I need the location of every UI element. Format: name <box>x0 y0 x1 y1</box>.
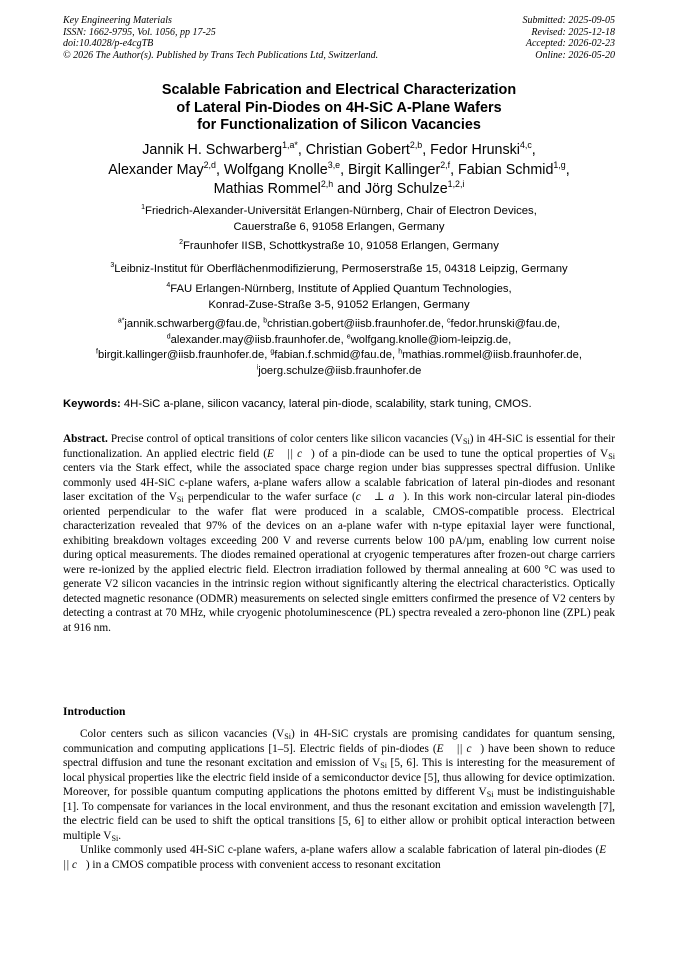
abstract-label: Abstract. <box>63 433 108 445</box>
affiliation-text: FAU Erlangen-Nürnberg, Institute of Applied Quantum Technologies, <box>170 283 512 295</box>
author-affil-sup: 1,2,i <box>447 179 465 190</box>
email-sup: e <box>346 332 351 340</box>
email-sup: d <box>166 332 171 340</box>
paragraph-text: must be indistinguishable [1]. To compensate for variances in the local environment, and thus the resonant excitation and emission wavelength [7], the electric field can be used to shift the optical transitions [5, 6] to either allow or prohibit optical interaction between multiple V <box>63 786 615 842</box>
affiliation-3 <box>63 262 615 278</box>
author-separator: , <box>340 161 349 178</box>
journal-doi: doi:10.4028/p-e4cgTB <box>63 38 154 49</box>
introduction-body <box>63 727 615 872</box>
author-name: Birgit Kallinger <box>348 161 441 178</box>
author-line <box>63 141 615 161</box>
author-name: Wolfgang Knolle <box>223 161 328 178</box>
author-separator: , <box>565 161 570 178</box>
paragraph-text: [5, 6]. This is interesting for the measurement of local physical properties like the electric field inside of a semiconductor device [5], thus allowing for device optimization. Moreover, for possible quantum computing applications the photons emitted by different V <box>63 757 615 798</box>
title-line: Scalable Fabrication and Electrical Characterization <box>161 82 517 98</box>
email-sup: i <box>256 363 259 371</box>
author-name: Fedor Hrunski <box>430 142 520 158</box>
author-name: Christian Gobert <box>305 142 410 158</box>
paragraph-text: ) in a CMOS compatible process with convenient access to resonant excitation <box>85 858 441 871</box>
email-line: $^d$alexander.may@iisb.fraunhofer.de, $^e$wolfgang.knolle@iom-leipzig.de, <box>166 332 512 346</box>
vector-notation: c⃗ ⊥ a⃗ <box>355 491 404 503</box>
email-sup: c <box>447 317 451 325</box>
vector-notation: E⃗ || c⃗ <box>63 844 615 871</box>
subscript: Si <box>176 495 184 505</box>
affiliation-sup: 4 <box>166 282 171 290</box>
paragraph-text: Unlike commonly used 4H-SiC c-plane wafers, a-plane wafers allow a scalable fabrication of lateral pin-diodes ( <box>80 844 600 856</box>
paragraph-text: Color centers such as silicon vacancies (V <box>80 728 285 740</box>
author-line <box>63 161 615 181</box>
email-address[interactable]: joerg.schulze@iisb.fraunhofer.de <box>258 364 422 377</box>
email-address[interactable]: christian.gobert@iisb.fraunhofer.de <box>267 318 441 330</box>
section-heading: Introduction <box>63 706 126 718</box>
author-line <box>63 180 615 200</box>
abstract-text: perpendicular to the wafer surface ( <box>183 491 356 503</box>
affiliation-2 <box>63 239 615 255</box>
affiliation-text: Cauerstraße 6, 91058 Erlangen, Germany <box>233 220 445 233</box>
email-line: $^f$birgit.kallinger@iisb.fraunhofer.de, $^g$fabian.f.schmid@fau.de, $^h$mathias.rommel@iisb.fraunhofer.de, <box>96 348 582 361</box>
email-address[interactable]: alexander.may@iisb.fraunhofer.de <box>170 333 341 346</box>
author-affil-sup: 4,c <box>519 140 532 151</box>
affiliation-sup: 2 <box>179 239 184 247</box>
affiliation-4 <box>63 282 615 313</box>
subscript: Si <box>486 790 494 800</box>
paragraph-text: ) have been shown to reduce spectral diffusion and tune the resonant excitation and emission of V <box>63 742 615 769</box>
email-list <box>50 317 628 379</box>
email-address[interactable]: jannik.schwarberg@fau.de <box>124 318 258 330</box>
author-affil-sup: 2,b <box>409 140 423 151</box>
author-affil-sup: 3,e <box>327 159 341 170</box>
abstract-text: ) in 4H-SiC is essential for their functionalization. An applied electric field ( <box>63 433 616 460</box>
author-affil-sup: 2,d <box>203 159 216 170</box>
email-address[interactable]: fabian.f.schmid@fau.de <box>274 349 392 361</box>
abstract-text: ) of a pin-diode can be used to tune the optical properties of V <box>310 447 609 460</box>
subscript: Si <box>462 437 470 447</box>
abstract-text: Precise control of optical transitions of color centers like silicon vacancies (V <box>107 433 463 445</box>
author-separator: , <box>422 142 431 158</box>
title-line: for Functionalization of Silicon Vacancies <box>197 117 481 133</box>
affiliation-1 <box>63 204 615 235</box>
submitted-date: Submitted: 2025-09-05 <box>522 15 615 26</box>
abstract-text: ). In this work non-circular lateral pin-diodes oriented perpendicular to the wafer flat were produced in a scalable, CMOS-compatible process. Electrical characterization revealed that 97% of the devices on an a-plane wafer with n-type epitaxial layer were functional, exhibiting breakdown voltages exceeding 200 V and reverse currents below 100 pA/µm, enabling low current noise during optical measurements. The diodes remained operational at cryogenic temperatures after frozen-out charge carriers were re-ionized by the applied electric field. Electron irradiation followed by thermal annealing at 600 °C was used to generate V2 silicon vacancies in the intrinsic region without significantly altering the electrical characteristics. Optically detected magnetic resonance (ODMR) measurements on selected single emitters confirmed the presence of V2 centers by detecting a contrast at 70 MHz, while cryogenic photoluminescence (PL) spectra revealed a zero-phonon line (ZPL) peak at 916 nm. <box>63 491 616 634</box>
submission-dates <box>523 15 616 61</box>
journal-info <box>63 15 378 61</box>
title-line: of Lateral Pin-Diodes on 4H-SiC A-Plane Wafers <box>176 99 502 116</box>
email-address[interactable]: fedor.hrunski@fau.de <box>450 318 558 330</box>
affiliation-text: Fraunhofer IISB, Schottkystraße 10, 91058 Erlangen, Germany <box>183 240 499 252</box>
email-address[interactable]: birgit.kallinger@iisb.fraunhofer.de <box>97 349 265 361</box>
email-sup: h <box>398 348 403 356</box>
email-line <box>50 364 628 380</box>
keywords-text: 4H-SiC a-plane, silicon vacancy, lateral pin-diode, scalability, stark tuning, CMOS. <box>120 398 532 410</box>
email-address[interactable]: wolfgang.knolle@iom-leipzig.de <box>350 333 509 346</box>
affiliation-sup: 3 <box>110 262 115 270</box>
author-affil-sup: 2,f <box>440 159 451 170</box>
author-list <box>63 141 615 200</box>
email-sup: b <box>263 317 268 325</box>
subscript: Si <box>284 732 292 742</box>
author-name: Alexander May <box>108 161 204 178</box>
subscript: Si <box>380 761 388 771</box>
email-sup: g <box>270 348 275 356</box>
abstract <box>63 432 615 635</box>
accepted-date: Accepted: 2026-02-23 <box>525 38 615 49</box>
author-name: Jörg Schulze <box>365 181 448 197</box>
journal-name: Key Engineering Materials <box>63 15 172 26</box>
author-separator: , <box>297 142 306 158</box>
subscript: Si <box>608 451 615 461</box>
author-name: Jannik H. Schwarberg <box>142 142 283 158</box>
affiliation-text: Friedrich-Alexander-Universität Erlangen-Nürnberg, Chair of Electron Devices, <box>145 205 537 217</box>
author-affil-sup: 2,h <box>320 179 334 190</box>
email-sup: a* <box>117 317 125 325</box>
revised-date: Revised: 2025-12-18 <box>531 26 615 38</box>
paragraph-text: . <box>118 829 122 842</box>
paragraph-text: ) in 4H-SiC crystals are promising candidates for quantum sensing, communication and computing applications [1–5]. Electric fields of pin-diodes ( <box>63 728 616 755</box>
email-line: $^{a*}$jannik.schwarberg@fau.de, $^b$christian.gobert@iisb.fraunhofer.de, $^c$fedor.hrunski@fau.de, <box>117 317 561 330</box>
abstract-text: centers via the Stark effect, while the associated space charge region under bias suppresses spectral diffusion. Unlike commonly used 4H-SiC c-plane wafers, a-plane wafers allow a scalable fabrication of lateral pin-diodes and resonant laser excitation of the V <box>63 462 615 503</box>
affiliation-text: Konrad-Zuse-Straße 3-5, 91052 Erlangen, Germany <box>208 298 470 311</box>
email-sup: f <box>96 348 98 356</box>
paragraph <box>63 843 615 872</box>
paper-title <box>63 82 615 135</box>
author-name: Fabian Schmid <box>458 161 554 178</box>
author-name: Mathias Rommel <box>213 181 321 197</box>
paragraph <box>63 727 615 843</box>
journal-issn: ISSN: 1662-9795, Vol. 1056, pp 17-25 <box>63 26 216 38</box>
author-separator: , <box>531 142 536 158</box>
affiliation-sup: 1 <box>141 204 146 212</box>
keywords-label: Keywords: <box>63 398 121 410</box>
affiliation-text: Leibniz-Institut für Oberflächenmodifizierung, Permoserstraße 15, 04318 Leipzig, Germany <box>114 263 568 275</box>
author-affil-sup: 1,g <box>553 159 566 170</box>
author-separator: , <box>215 161 224 178</box>
author-separator: , <box>450 161 459 178</box>
author-affil-sup: 1,a* <box>282 140 298 151</box>
online-date: Online: 2026-05-20 <box>535 49 615 61</box>
author-separator: and <box>333 181 365 197</box>
keywords <box>63 397 615 411</box>
email-address[interactable]: mathias.rommel@iisb.fraunhofer.de <box>402 349 579 361</box>
vector-notation: E⃗ || c⃗ <box>267 447 311 460</box>
vector-notation: E⃗ || c⃗ <box>436 742 481 755</box>
subscript: Si <box>111 833 119 843</box>
copyright-line: © 2026 The Author(s). Published by Trans Tech Publications Ltd, Switzerland. <box>63 49 379 61</box>
